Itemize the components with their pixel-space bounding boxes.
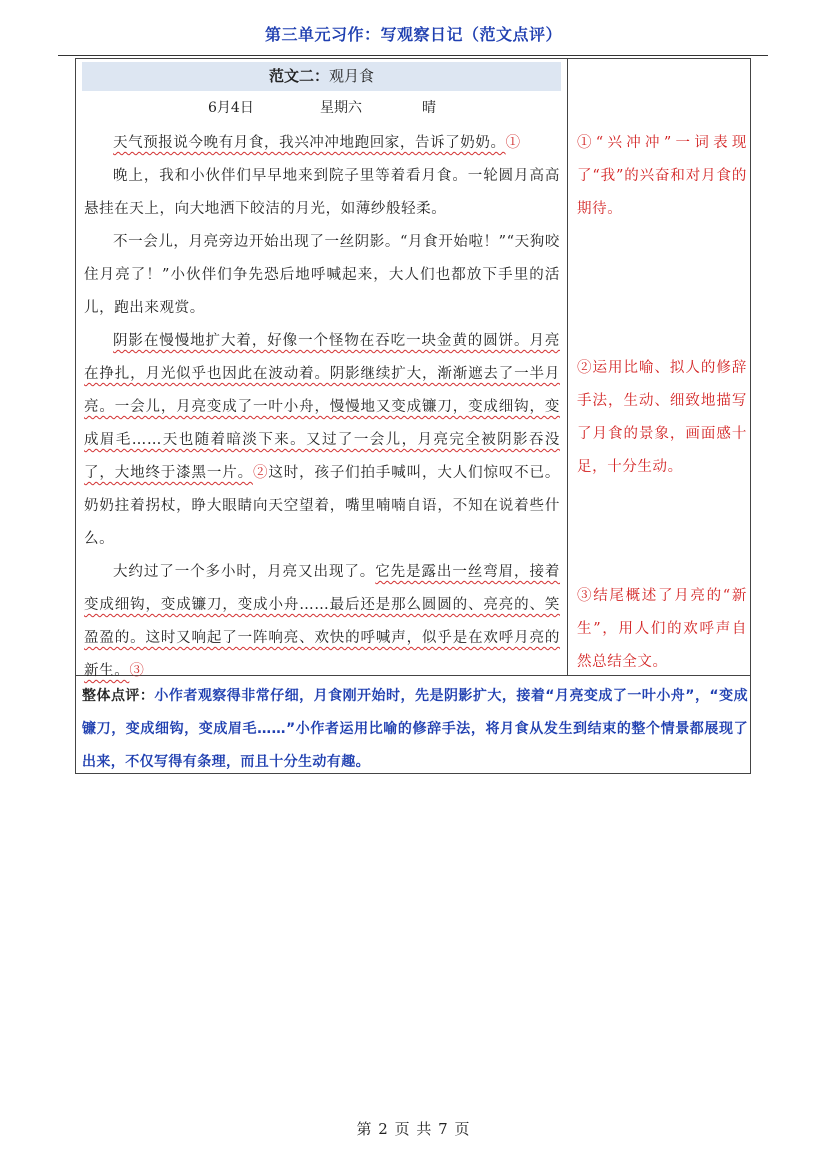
diary-date: 6月4日 xyxy=(208,100,254,116)
annotation-mark-2: ② xyxy=(253,465,269,481)
underlined-passage-3: 它先是露出一丝弯眉，接着变成细钩，变成镰刀，变成小舟……最后还是那么圆圆的、亮亮的、笑盈盈的。这时又响起了一阵响亮、欢快的呼喊声，似乎是在欢呼月亮的新生。 xyxy=(84,564,561,679)
essay-paragraph-3: 不一会儿，月亮旁边开始出现了一丝阴影。“月食开始啦！”“天狗咬住月亮了！”小伙伴们争先恐后地呼喊起来，大人们也都放下手里的活儿，跑出来观赏。 xyxy=(84,234,560,316)
diary-weather: 晴 xyxy=(422,100,436,116)
paragraph-4-rest: 这时，孩子们拍手喊叫，大人们惊叹不已。奶奶拄着拐杖，睁大眼睛向天空望着，嘴里喃喃自语，不知在说着些什么。 xyxy=(84,465,560,547)
table-column-divider xyxy=(567,58,568,675)
header-rule xyxy=(58,55,768,56)
underlined-passage-2: 阴影在慢慢地扩大着，好像一个怪物在吞吃一块金黄的圆饼。月亮在挣扎，月光似乎也因此在波动着。阴影继续扩大，渐渐遮去了一半月亮。一会儿，月亮变成了一叶小舟，慢慢地又变成镰刀，变成细钩，变成眉毛……天也随着暗淡下来。又过了一会儿，月亮完全被阴影吞没了，大地终于漆黑一片。 xyxy=(84,333,560,481)
comment-1: ①“兴冲冲”一词表现了“我”的兴奋和对月食的期待。 xyxy=(577,135,747,217)
page-header-title: 第三单元习作：写观察日记（范文点评） xyxy=(264,25,562,44)
underlined-sentence-1: 天气预报说今晚有月食，我兴冲冲地跑回家，告诉了奶奶。 xyxy=(113,135,506,151)
overall-review-label: 整体点评： xyxy=(82,688,155,704)
essay-paragraph-2: 晚上，我和小伙伴们早早地来到院子里等着看月食。一轮圆月高高悬挂在天上，向大地洒下皎洁的月光，如薄纱般轻柔。 xyxy=(84,168,560,217)
essay-paragraph-5 xyxy=(84,556,560,688)
diary-date-line xyxy=(82,97,561,119)
annotation-mark-1: ① xyxy=(505,135,521,151)
essay-paragraph-4 xyxy=(84,325,560,556)
page-number: 第 2 页 共 7 页 xyxy=(356,1120,471,1138)
comment-2: ②运用比喻、拟人的修辞手法，生动、细致地描写了月食的景象，画面感十足，十分生动。 xyxy=(577,360,747,475)
overall-review-text: 小作者观察得非常仔细，月食刚开始时，先是阴影扩大，接着“月亮变成了一叶小舟”，“变成镰刀，变成细钩，变成眉毛……”小作者运用比喻的修辞手法，将月食从发生到结束的整个情景都展现了出来，不仅写得有条理，而且十分生动有趣。 xyxy=(82,688,748,770)
annotation-mark-3: ③ xyxy=(129,663,145,679)
comment-3: ③结尾概述了月亮的“新生”，用人们的欢呼声自然总结全文。 xyxy=(577,588,747,670)
essay-title-label: 范文二： xyxy=(268,67,329,85)
diary-weekday: 星期六 xyxy=(320,100,362,116)
essay-body xyxy=(84,127,560,688)
overall-review xyxy=(82,680,748,779)
essay-paragraph-1 xyxy=(84,127,560,160)
paragraph-5-lead: 大约过了一个多小时，月亮又出现了。 xyxy=(113,564,376,580)
essay-title-bar xyxy=(82,62,561,91)
essay-title: 观月食 xyxy=(329,67,375,85)
